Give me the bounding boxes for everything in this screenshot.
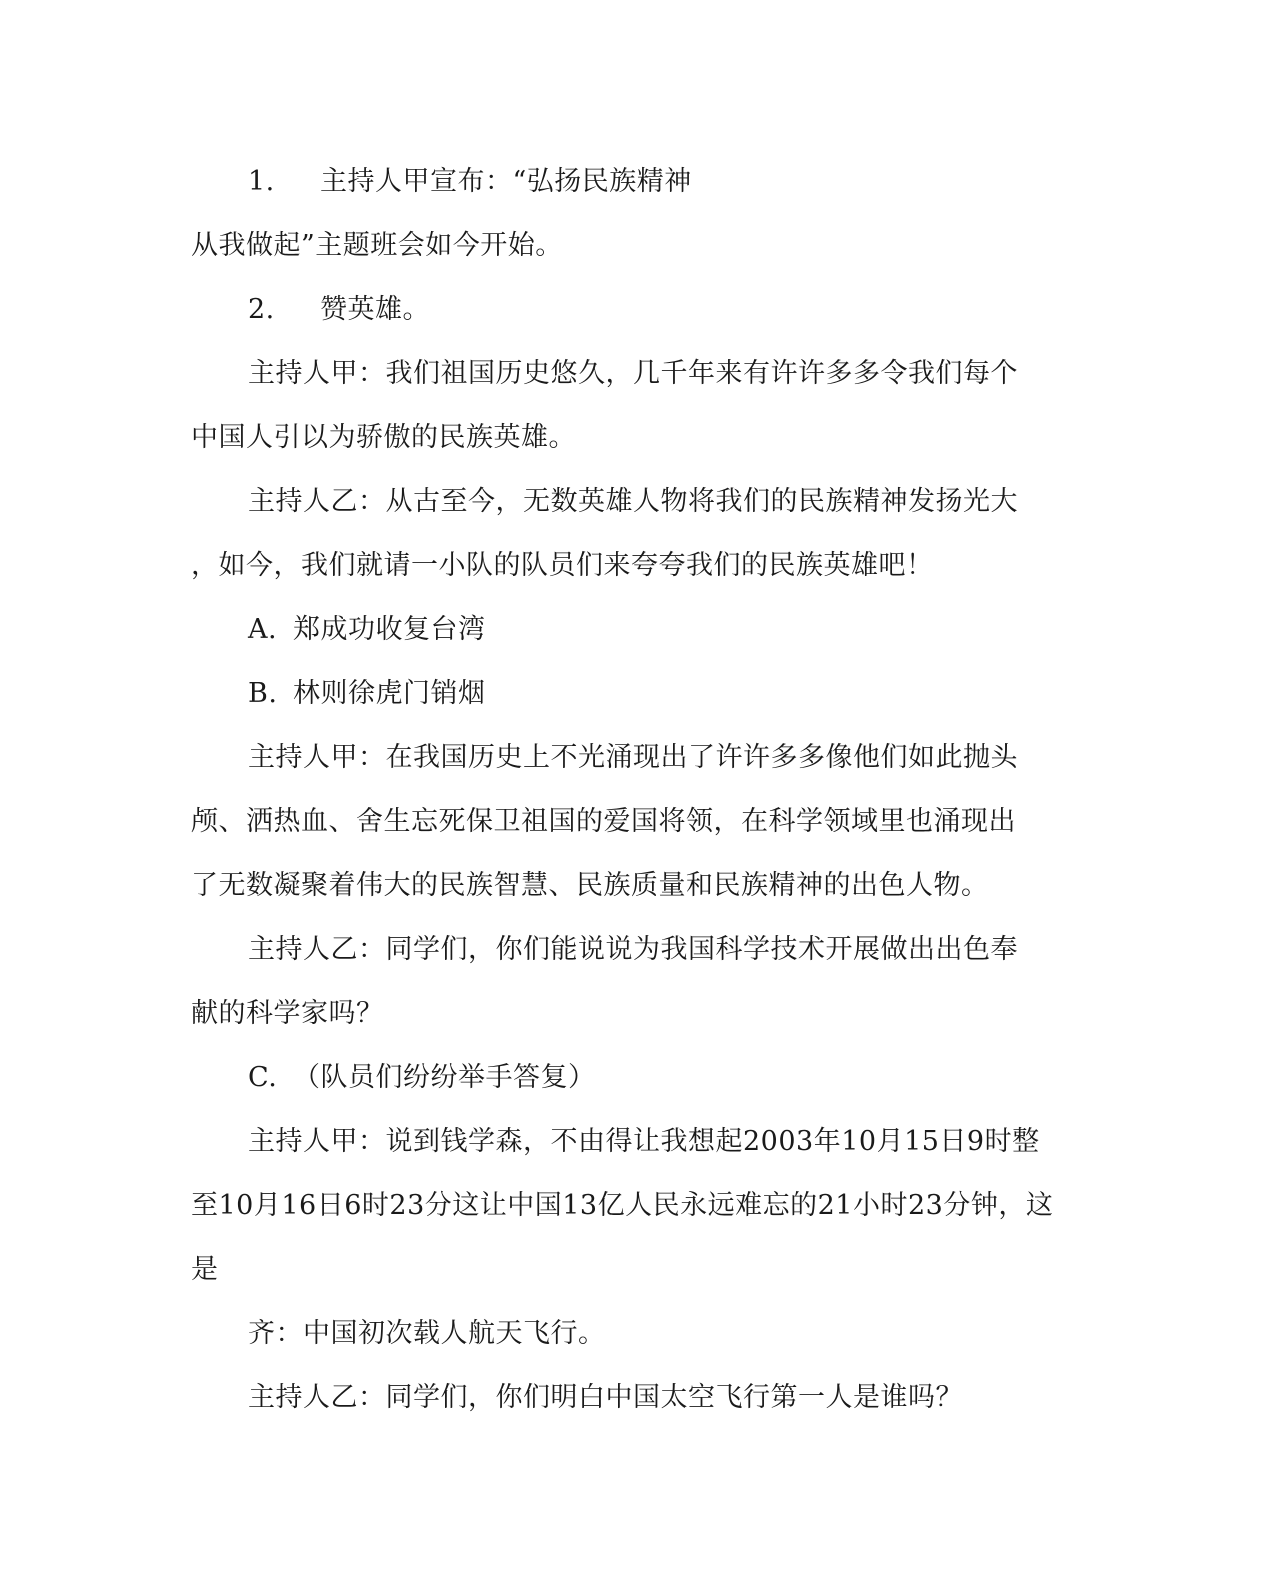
- paragraph-4-line-2: 献的科学家吗？: [191, 998, 384, 1029]
- paragraph-1-line-2: 中国人引以为骄傲的民族英雄。: [191, 422, 576, 453]
- option-c-text: （队员们纷纷举手答复）: [293, 1062, 596, 1093]
- paragraph-4-line-1: 主持人乙：同学们，你们能说说为我国科学技术开展做出出色奉: [248, 934, 1018, 965]
- option-b-letter: B.: [248, 678, 278, 709]
- item-2-number: 2.: [248, 294, 275, 325]
- option-b: [248, 676, 486, 712]
- item-1: [248, 164, 692, 200]
- option-a-text: 郑成功收复台湾: [293, 614, 486, 645]
- paragraph-5-line-2: 至10月16日6时23分这让中国13亿人民永远难忘的21小时23分钟，这: [191, 1190, 1054, 1221]
- paragraph-2-line-2: ，如今，我们就请一小队的队员们来夸夸我们的民族英雄吧！: [191, 550, 934, 581]
- paragraph-1-line-1: 主持人甲：我们祖国历史悠久，几千年来有许许多多令我们每个: [248, 358, 1018, 389]
- option-b-text: 林则徐虎门销烟: [293, 678, 486, 709]
- option-a-letter: A.: [248, 614, 278, 645]
- paragraph-3-line-1: 主持人甲：在我国历史上不光涌现出了许许多多像他们如此抛头: [248, 742, 1018, 773]
- item-1-continuation: 从我做起”主题班会如今开始。: [191, 230, 563, 261]
- paragraph-3-line-2: 颅、洒热血、舍生忘死保卫祖国的爱国将领，在科学领域里也涌现出: [191, 806, 1016, 837]
- option-c: [248, 1060, 596, 1096]
- option-c-letter: C.: [248, 1062, 278, 1093]
- paragraph-5-line-3: 是: [191, 1254, 219, 1285]
- item-2: [248, 292, 430, 328]
- option-a: [248, 612, 486, 648]
- item-1-number: 1.: [248, 166, 275, 197]
- paragraph-2-line-1: 主持人乙：从古至今，无数英雄人物将我们的民族精神发扬光大: [248, 486, 1018, 517]
- paragraph-3-line-3: 了无数凝聚着伟大的民族智慧、民族质量和民族精神的出色人物。: [191, 870, 989, 901]
- paragraph-7-line-1: 主持人乙：同学们，你们明白中国太空飞行第一人是谁吗？: [248, 1382, 963, 1413]
- item-1-text: 主持人甲宣布：“弘扬民族精神: [320, 166, 692, 197]
- item-2-text: 赞英雄。: [320, 294, 430, 325]
- paragraph-6-line-1: 齐：中国初次载人航天飞行。: [248, 1318, 606, 1349]
- paragraph-5-line-1: 主持人甲：说到钱学森，不由得让我想起2003年10月15日9时整: [248, 1126, 1040, 1157]
